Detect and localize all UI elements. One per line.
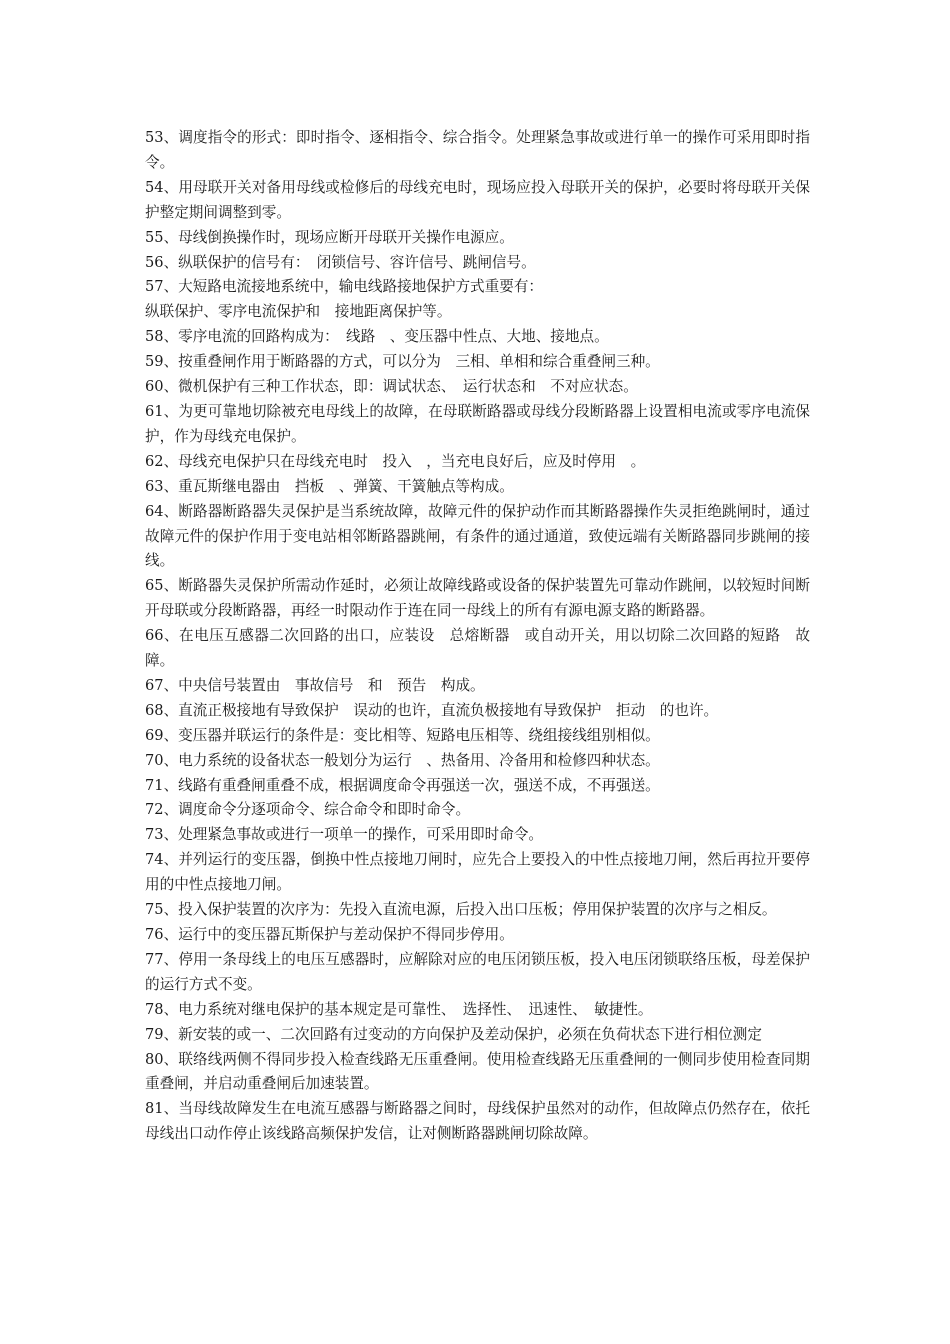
paragraph-73: 73、处理紧急事故或进行一项单一的操作，可采用即时命令。 [145,826,544,844]
paragraph-70: 70、电力系统的设备状态一般划分为运行 、热备用、冷备用和检修四种状态。 [145,751,660,769]
paragraph-68: 68、直流正极接地有导致保护 误动的也许，直流负极接地有导致保护 拒动 的也许。 [145,701,719,719]
paragraph-62: 62、母线充电保护只在母线充电时 投入 ，当充电良好后，应及时停用 。 [145,452,646,470]
document-body [145,126,810,1147]
paragraph-69: 69、变压器并联运行的条件是：变比相等、短路电压相等、绕组接线组别相似。 [145,726,660,744]
paragraph-57-continued: 纵联保护、零序电流保护和 接地距离保护等。 [145,303,452,321]
paragraph-71: 71、线路有重叠闸重叠不成，根据调度命令再强送一次，强送不成，不再强送。 [145,776,660,794]
paragraph-53: 53、调度指令的形式：即时指令、逐相指令、综合指令。处理紧急事故或进行单一的操作可采用即时指令。 [145,129,810,171]
paragraph-55: 55、母线倒换操作时，现场应断开母联开关操作电源应。 [145,228,514,246]
paragraph-58: 58、零序电流的回路构成为： 线路 、变压器中性点、大地、接地点。 [145,328,609,346]
paragraph-59: 59、按重叠闸作用于断路器的方式，可以分为 三相、单相和综合重叠闸三种。 [145,353,660,371]
paragraph-60: 60、微机保护有三种工作状态，即：调试状态、 运行状态和 不对应状态。 [145,378,638,396]
paragraph-61: 61、为更可靠地切除被充电母线上的故障，在母联断路器或母线分段断路器上设置相电流或零序电流保护，作为母线充电保护。 [145,402,810,445]
paragraph-56: 56、纵联保护的信号有： 闭锁信号、容许信号、跳闸信号。 [145,253,536,271]
paragraph-80: 80、联络线两侧不得同步投入检查线路无压重叠闸。使用检查线路无压重叠闸的一侧同步使用检查同期重叠闸，并启动重叠闸后加速装置。 [145,1050,810,1093]
paragraph-79: 79、新安装的或一、二次回路有过变动的方向保护及差动保护，必须在负荷状态下进行相位测定 [145,1025,762,1043]
paragraph-74: 74、并列运行的变压器，倒换中性点接地刀闸时，应先合上要投入的中性点接地刀闸，然后再拉开要停用的中性点接地刀闸。 [145,851,810,894]
paragraph-81: 81、当母线故障发生在电流互感器与断路器之间时，母线保护虽然对的动作，但故障点仍然存在，依托母线出口动作停止该线路高频保护发信，让对侧断路器跳闸切除故障。 [145,1100,810,1143]
paragraph-64: 64、断路器断路器失灵保护是当系统故障，故障元件的保护动作而其断路器操作失灵拒绝跳闸时，通过故障元件的保护作用于变电站相邻断路器跳闸，有条件的通过通道，致使远端有关断路器同步跳闸的接线。 [145,502,810,570]
paragraph-76: 76、运行中的变压器瓦斯保护与差动保护不得同步停用。 [145,926,514,943]
paragraph-77: 77、停用一条母线上的电压互感器时，应解除对应的电压闭锁压板，投入电压闭锁联络压板，母差保护的运行方式不变。 [145,950,810,993]
paragraph-67: 67、中央信号装置由 事故信号 和 预告 构成。 [145,676,485,694]
paragraph-78: 78、电力系统对继电保护的基本规定是可靠性、 选择性、 迅速性、 敏捷性。 [145,1000,653,1018]
paragraph-65: 65、断路器失灵保护所需动作延时，必须让故障线路或设备的保护装置先可靠动作跳闸，以较短时间断开母联或分段断路器，再经一时限动作于连在同一母线上的所有有源电源支路的断路器。 [145,577,810,620]
paragraph-63: 63、重瓦斯继电器由 挡板 、弹簧、干簧触点等构成。 [145,477,514,495]
paragraph-72: 72、调度命令分逐项命令、综合命令和即时命令。 [145,801,471,819]
paragraph-54: 54、用母联开关对备用母线或检修后的母线充电时，现场应投入母联开关的保护，必要时将母联开关保护整定期间调整到零。 [145,178,810,221]
paragraph-75: 75、投入保护装置的次序为：先投入直流电源，后投入出口压板；停用保护装置的次序与之相反。 [145,901,777,919]
paragraph-57: 57、大短路电流接地系统中，输电线路接地保护方式重要有： [145,278,544,296]
paragraph-66: 66、在电压互感器二次回路的出口，应装设 总熔断器 或自动开关，用以切除二次回路的短路 故障。 [145,627,810,670]
